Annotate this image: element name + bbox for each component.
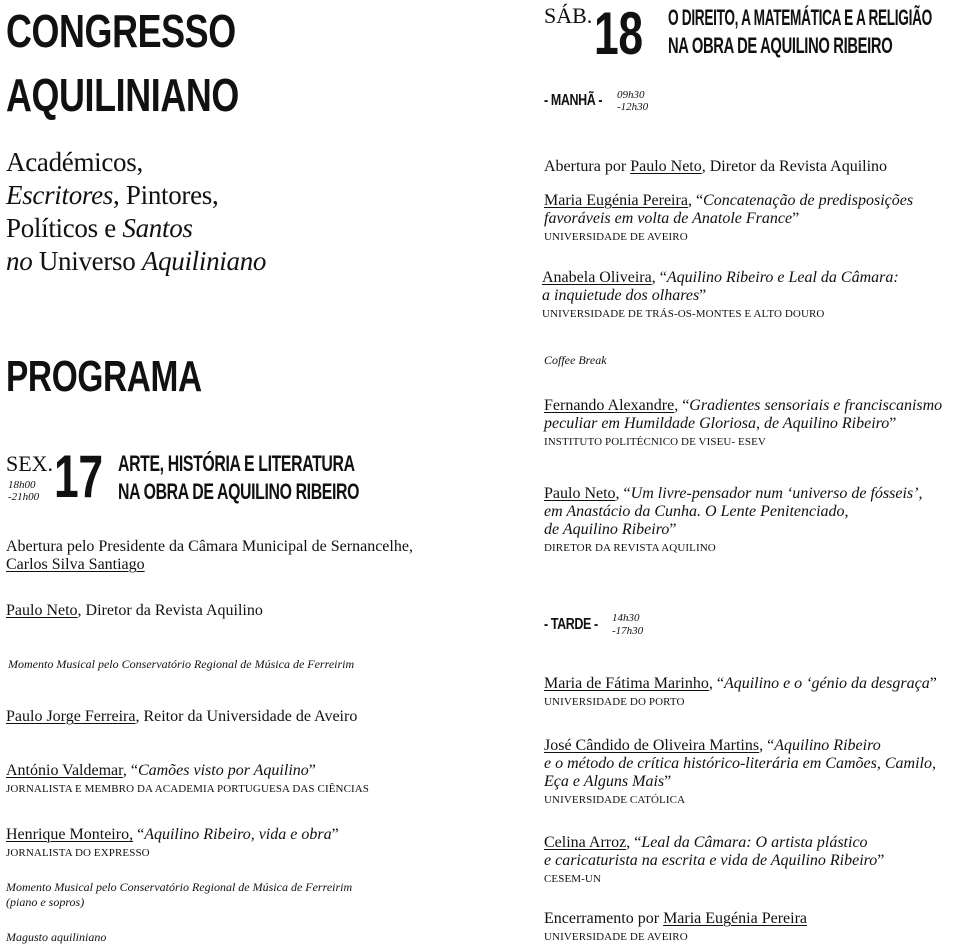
day1-paulo-jorge-ferreira: Paulo Jorge Ferreira, Reitor da Universidade de Aveiro — [6, 708, 358, 725]
afternoon-time-start: 14h30 — [612, 612, 640, 624]
day2-day-number: 18 — [594, 0, 643, 67]
subtitle-line3: Políticos e Santos — [6, 213, 193, 243]
day1-music-1: Momento Musical pelo Conservatório Regional de Música de Ferreirim — [8, 657, 355, 671]
programa-heading: PROGRAMA — [6, 352, 202, 401]
day1-opening: Abertura pelo Presidente da Câmara Municipal de Sernancelhe, Carlos Silva Santiago — [6, 538, 413, 573]
morning-label: - MANHÃ - — [544, 92, 603, 109]
day1-magusto: Magusto aquiliniano — [6, 930, 107, 944]
subtitle-line4: no Universo Aquiliniano — [6, 246, 267, 276]
day2-closing: Encerramento por Maria Eugénia Pereira UNIVERSIDADE DE AVEIRO — [544, 910, 807, 943]
afternoon-time-end: -17h30 — [612, 625, 644, 637]
day1-weekday: SEX. — [6, 451, 54, 476]
day1-theme-line1: ARTE, HISTÓRIA E LITERATURA — [118, 451, 355, 476]
day2-fernando-alexandre: Fernando Alexandre, “Gradientes sensoriais e franciscanismo peculiar em Humildade Gloriosa, de Aquilino Ribeiro” INSTITUTO POLITÉCNICO DE VISEU- ESEV — [544, 397, 943, 448]
day2-theme-line1: O DIREITO, A MATEMÁTICA E A RELIGIÃO — [668, 5, 932, 30]
day2-maria-de-fatima-marinho: Maria de Fátima Marinho, “Aquilino e o ‘génio da desgraça” UNIVERSIDADE DO PORTO — [544, 675, 937, 708]
day2-celina-arroz: Celina Arroz, “Leal da Câmara: O artista plástico e caricaturista na escrita e vida de Aquilino Ribeiro” CESEM-UN — [544, 834, 885, 885]
day1-day-number: 17 — [54, 443, 103, 510]
day1-henrique-monteiro: Henrique Monteiro, “Aquilino Ribeiro, vida e obra” JORNALISTA DO EXPRESSO — [6, 826, 339, 859]
day2-theme-line2: NA OBRA DE AQUILINO RIBEIRO — [668, 33, 893, 58]
day1-time-start: 18h00 — [8, 479, 36, 491]
speaker-carlos-silva-santiago: Carlos Silva Santiago — [6, 556, 145, 573]
day2-jose-candido-martins: José Cândido de Oliveira Martins, “Aquilino Ribeiro e o método de crítica histórico-literária em Camões, Camilo, Eça e Alguns Mais” UNIVERSIDADE CATÓLICA — [544, 737, 936, 806]
day2-maria-eugenia-pereira: Maria Eugénia Pereira, “Concatenação de predisposições favoráveis em volta de Anatole France” UNIVERSIDADE DE AVEIRO — [544, 192, 914, 243]
day1-time-end: -21h00 — [8, 491, 40, 503]
morning-time-start: 09h30 — [617, 89, 645, 101]
day2-paulo-neto: Paulo Neto, “Um livre-pensador num ‘universo de fósseis’, em Anastácio da Cunha. O Lente Penitenciado, de Aquilino Ribeiro” DIRETOR DA REVISTA AQUILINO — [544, 485, 923, 554]
day1-theme-line2: NA OBRA DE AQUILINO RIBEIRO — [118, 479, 360, 504]
day1-music-2: Momento Musical pelo Conservatório Regional de Música de Ferreirim (piano e sopros) — [6, 880, 353, 909]
afternoon-label: - TARDE - — [544, 616, 598, 633]
coffee-break: Coffee Break — [544, 353, 607, 367]
congress-title-line2: AQUILINIANO — [6, 69, 239, 121]
day1-antonio-valdemar: António Valdemar, “Camões visto por Aquilino” JORNALISTA E MEMBRO DA ACADEMIA PORTUGUESA DAS CIÊNCIAS — [6, 762, 370, 795]
congress-title-line1: CONGRESSO — [6, 5, 236, 57]
day2-weekday: SÁB. — [544, 3, 593, 28]
day2-anabela-oliveira: Anabela Oliveira, “Aquilino Ribeiro e Leal da Câmara: a inquietude dos olhares” UNIVERSIDADE DE TRÁS-OS-MONTES E ALTO DOURO — [542, 269, 899, 320]
morning-time-end: -12h30 — [617, 101, 649, 113]
day1-paulo-neto: Paulo Neto, Diretor da Revista Aquilino — [6, 602, 263, 619]
day2-opening: Abertura por Paulo Neto, Diretor da Revista Aquilino — [544, 158, 888, 175]
subtitle-line1: Académicos, — [6, 147, 143, 177]
congress-subtitle — [6, 146, 266, 278]
subtitle-line2: Escritores, Pintores, — [6, 180, 219, 210]
